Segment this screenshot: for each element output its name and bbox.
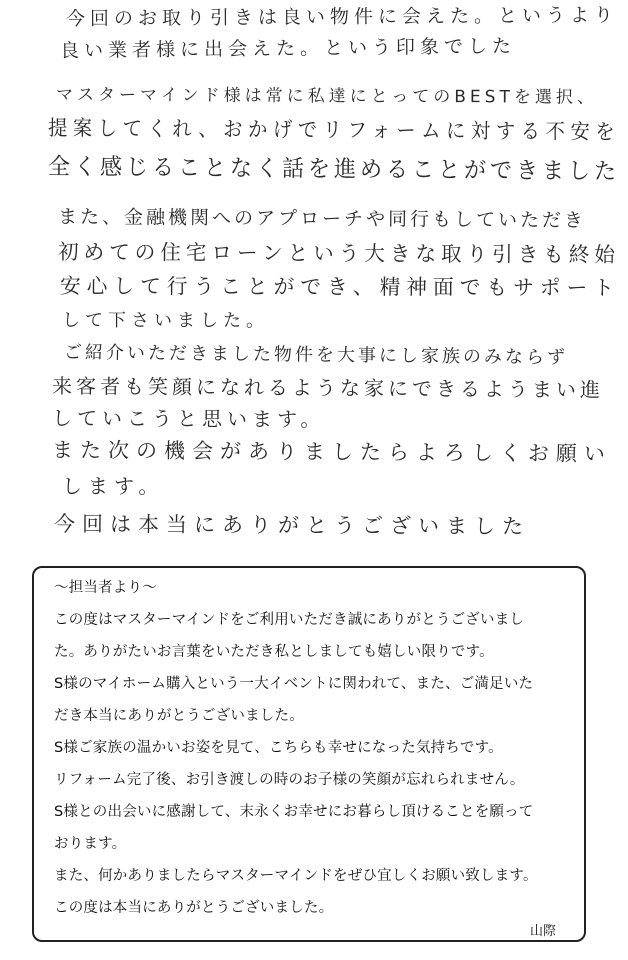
letter-line: して下さいました。	[61, 310, 270, 332]
reply-heading: ～担当者より～	[54, 580, 157, 596]
letter-line: 初めての住宅ローンという大きな取り引きも終始	[57, 240, 620, 267]
letter-line: します。	[62, 474, 165, 498]
letter-line: また、金融機関へのアプローチや同行もしていただき	[57, 206, 587, 232]
letter-line: 安心して行うことができ、精神面でもサポート	[59, 274, 620, 300]
staff-reply-box	[32, 566, 586, 942]
reply-line: おります。	[54, 836, 127, 852]
reply-line: S様ご家族の温かいお姿を見て、こちらも幸せになった気持ちです。	[54, 740, 503, 756]
letter-line: 良い業者様に出会えた。という印象でした	[59, 35, 517, 62]
reply-line: S様のマイホーム購入という一大イベントに関われて、また、ご満足いた	[54, 676, 534, 692]
reply-line: また、何かありましたらマスターマインドをぜひ宜しくお願い致します。	[54, 868, 538, 884]
letter-line: 今回のお取り引きは良い物件に会えた。というより	[65, 4, 619, 30]
reply-line: S様との出会いに感謝して、末永くお幸せにお暮らし頂けることを願って	[54, 804, 534, 820]
reply-line: この度はマスターマインドをご利用いただき誠にありがとうございまし	[54, 612, 525, 628]
letter-line: 提案してくれ、おかげでリフォームに対する不安を	[47, 116, 621, 144]
letter-line: 来客者も笑顔になれるような家にできるようまい進	[51, 374, 605, 402]
letter-line: マスターマインド様は常に私達にとってのBESTを選択、	[55, 85, 598, 108]
reply-line: この度は本当にありがとうございました。	[54, 900, 334, 916]
reply-line: た。ありがたいお言葉をいただき私としましても嬉しい限りです。	[54, 644, 494, 660]
letter-line: していこうと思います。	[51, 406, 326, 432]
letter-line: 今回は本当にありがとうございました	[53, 512, 531, 539]
letter-line: 全く感じることなく話を進めることができました	[47, 154, 621, 185]
letter-line: ご紹介いただきました物件を大事にし家族のみならず	[63, 342, 569, 369]
reply-line: だき本当にありがとうございました。	[54, 708, 304, 724]
reply-line: リフォーム完了後、お引き渡しの時のお子様の笑顔が忘れられません。	[54, 772, 525, 788]
letter-line: また次の機会がありましたらよろしくお願い	[51, 438, 613, 466]
staff-signature: 山際	[529, 924, 556, 939]
